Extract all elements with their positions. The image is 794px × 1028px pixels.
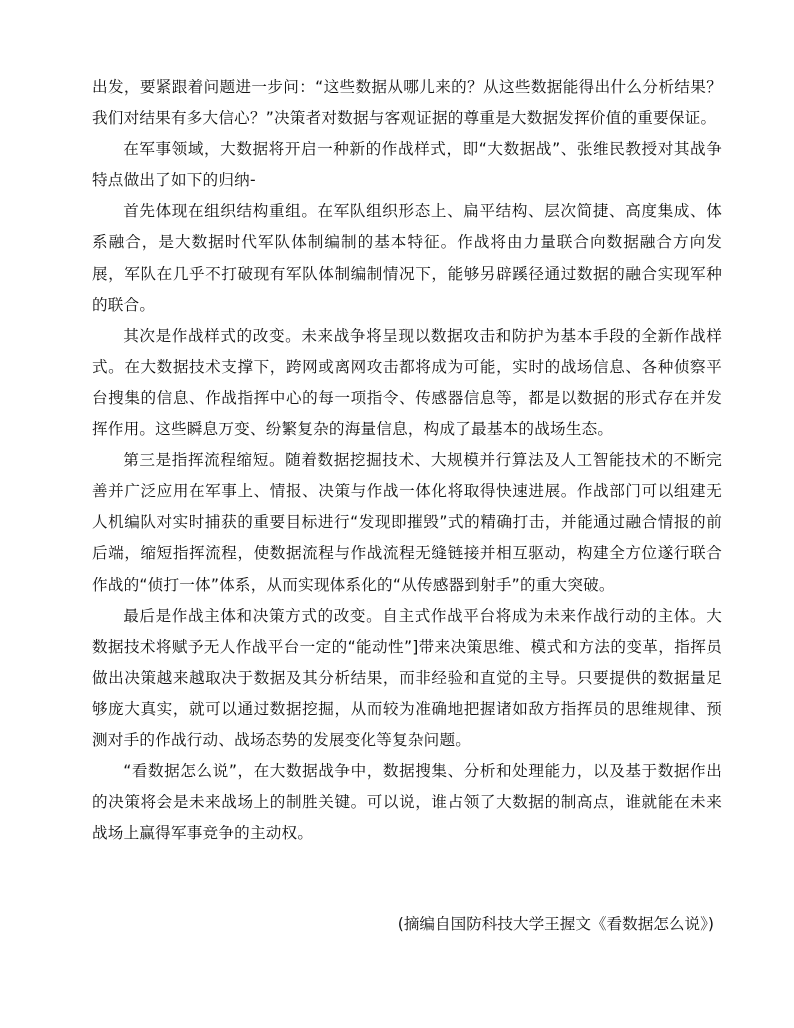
paragraph-command-process: 第三是指挥流程缩短。随着数据挖掘技术、大规模并行算法及人工智能技术的不断完善并广泛应用在军事上、情报、决策与作战一体化将取得快速进展。作战部门可以组建无人机编队对实时捕获的重要目标进行“发现即摧毁”式的精确打击，并能通过融合情报的前后端，缩短指挥流程，使数据流程与作战流程无缝链接并相互驱动，构建全方位遂行联合作战的“侦打一体”体系，从而实现体系化的“从传感器到射手”的重大突破。: [92, 451, 722, 594]
paragraph-continuation: 出发，要紧跟着问题进一步问：“这些数据从哪儿来的？从这些数据能得出什么分析结果？我们对结果有多大信心？”决策者对数据与客观证据的尊重是大数据发挥价值的重要保证。: [92, 78, 722, 128]
source-citation: (摘编自国防科技大学王握文《看数据怎么说》): [397, 915, 714, 933]
paragraph-organization: 首先体现在组织结构重组。在军队组织形态上、扁平结构、层次简捷、高度集成、体系融合，是大数据时代军队体制编制的基本特征。作战将由力量联合向数据融合方向发展，军队在几乎不打破现有军队体制编制情况下，能够另辟蹊径通过数据的融合实现军种的联合。: [92, 202, 722, 314]
paragraph-combat-subject: 最后是作战主体和决策方式的改变。自主式作战平台将成为未来作战行动的主体。大数据技术将赋予无人作战平台一定的“能动性”]带来决策思维、模式和方法的变革，指挥员做出决策越来越取决于数据及其分析结果，而非经验和直觉的主导。只要提供的数据量足够庞大真实，就可以通过数据挖掘，从而较为准确地把握诸如敌方指挥员的思维规律、预测对手的作战行动、战场态势的发展变化等复杂问题。: [92, 606, 722, 749]
paragraph-combat-style: 其次是作战样式的改变。未来战争将呈现以数据攻击和防护为基本手段的全新作战样式。在大数据技术支撑下，跨网或离网攻击都将成为可能，实时的战场信息、各种侦察平台搜集的信息、作战指挥中心的每一项指令、传感器信息等，都是以数据的形式存在并发挥作用。这些瞬息万变、纷繁复杂的海量信息，构成了最基本的战场生态。: [92, 326, 722, 439]
paragraph-conclusion: “看数据怎么说”，在大数据战争中，数据搜集、分析和处理能力，以及基于数据作出的决策将会是未来战场上的制胜关键。可以说，谁占领了大数据的制高点，谁就能在未来战场上赢得军事竞争的主动权。: [92, 762, 722, 843]
paragraph-military-field: 在军事领域，大数据将开启一种新的作战样式，即“大数据战”、张维民教授对其战争特点做出了如下的归纳-: [92, 140, 722, 190]
article-body: [92, 72, 722, 849]
